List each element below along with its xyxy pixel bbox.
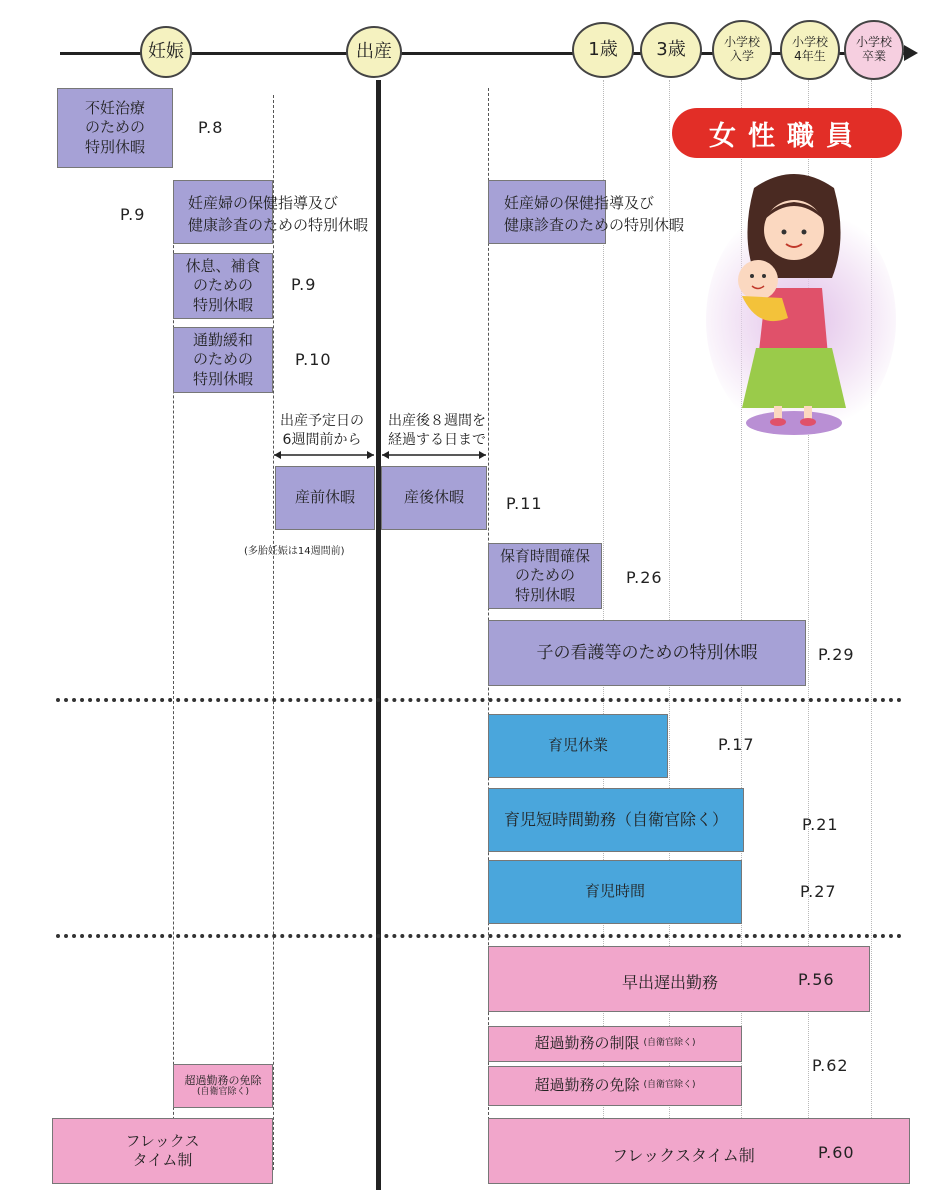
- page-ref: P.8: [198, 118, 224, 137]
- box-label: のための: [192, 350, 253, 369]
- prenatal-leave-box: 産前休暇: [275, 466, 375, 530]
- range-text: 経過する日まで: [388, 431, 486, 448]
- postnatal-range-label: [382, 412, 492, 450]
- page-ref: P.9: [291, 275, 317, 294]
- milestone-label: 4年生: [794, 49, 826, 63]
- milestone-graduation: [844, 20, 904, 80]
- box-label: 保育時間確保: [499, 546, 590, 565]
- box-label: 妊産婦の保健指導及び: [188, 194, 339, 212]
- box-label: 特別休暇: [84, 137, 145, 156]
- milestone-birth: 出産: [346, 26, 402, 78]
- milestone-label: 小学校: [723, 35, 760, 50]
- female-staff-badge: 女性職員: [672, 108, 902, 158]
- nursing-time-leave-box: [488, 543, 602, 609]
- parental-leave-box: 育児休業: [488, 714, 668, 778]
- milestone-age-3: 3歳: [640, 22, 702, 78]
- box-label: 特別休暇: [192, 295, 253, 314]
- box-label: タイム制: [132, 1151, 193, 1169]
- box-note: (自衛官除く): [196, 1087, 250, 1098]
- milestone-age-1: 1歳: [572, 22, 634, 78]
- page-ref: P.29: [818, 645, 855, 664]
- box-label: 特別休暇: [514, 585, 575, 604]
- box-label: のための: [514, 566, 575, 585]
- range-text: 出産予定日の: [280, 413, 364, 429]
- box-label: フレックス: [125, 1131, 200, 1150]
- mother-and-baby-illustration: [716, 168, 866, 438]
- box-note: (自衛官除く): [643, 1080, 696, 1091]
- overtime-exempt-pregnancy-box: [173, 1064, 273, 1108]
- box-label: 超過勤務の制限: [534, 1034, 640, 1053]
- section-divider: [56, 698, 902, 702]
- box-label: のための: [84, 118, 145, 137]
- rest-meal-leave-box: [173, 253, 273, 319]
- box-label: 健康診査のための特別休暇: [504, 216, 685, 234]
- timeline-arrow-icon: [904, 45, 918, 61]
- prenatal-range-label: [270, 412, 374, 450]
- box-label: 早出遅出勤務: [622, 973, 719, 992]
- guide-six-weeks-before: [273, 95, 274, 1170]
- page-ref: P.62: [812, 1056, 849, 1075]
- box-label: 超過勤務の免除: [534, 1076, 640, 1095]
- page-ref: P.27: [800, 882, 837, 901]
- flex-time-pregnancy-box: [52, 1118, 273, 1184]
- page-ref: P.17: [718, 735, 755, 754]
- box-label: フレックスタイム制: [612, 1146, 755, 1165]
- milestone-school-entry: [712, 20, 772, 80]
- commute-relief-leave-box: [173, 327, 273, 393]
- childcare-time-box: 育児時間: [488, 860, 742, 924]
- infertility-leave-box: [57, 88, 173, 168]
- multiple-pregnancy-note: (多胎妊娠は14週間前): [244, 546, 345, 557]
- child-care-leave-box: 子の看護等のための特別休暇: [488, 620, 806, 686]
- range-arrows: [270, 448, 492, 462]
- overtime-limit-box: [488, 1026, 742, 1062]
- page-ref: P.10: [295, 350, 332, 369]
- page-ref: P.21: [802, 815, 839, 834]
- box-label: 健康診査のための特別休暇: [188, 216, 369, 234]
- page-ref: P.26: [626, 568, 663, 587]
- box-label: 不妊治療: [84, 98, 145, 117]
- range-text: 出産後８週間を: [388, 413, 486, 429]
- short-hours-box: 育児短時間勤務（自衛官除く）: [488, 788, 744, 852]
- overtime-exempt-box: [488, 1066, 742, 1106]
- page-ref: P.11: [506, 494, 543, 513]
- box-label: のための: [192, 276, 253, 295]
- milestone-label: 入学: [729, 49, 754, 63]
- milestone-grade-4: [780, 20, 840, 80]
- milestone-pregnancy: 妊娠: [140, 26, 192, 78]
- box-label: 妊産婦の保健指導及び: [504, 194, 655, 212]
- section-divider: [56, 934, 902, 938]
- page-ref: P.9: [120, 205, 146, 224]
- page-ref: P.60: [818, 1143, 855, 1162]
- range-text: 6週間前から: [282, 431, 362, 448]
- postnatal-leave-box: 産後休暇: [381, 466, 487, 530]
- milestone-label: 小学校: [791, 35, 828, 50]
- box-label: 通勤緩和: [192, 330, 253, 349]
- page-ref: P.56: [798, 970, 835, 989]
- box-label: 休息、補食: [185, 256, 261, 275]
- milestone-label: 小学校: [855, 35, 892, 50]
- box-note: (自衛官除く): [643, 1038, 696, 1049]
- box-label: 超過勤務の免除: [184, 1074, 262, 1087]
- birth-line: [376, 80, 381, 1190]
- milestone-label: 卒業: [861, 49, 886, 63]
- box-label: 特別休暇: [192, 369, 253, 388]
